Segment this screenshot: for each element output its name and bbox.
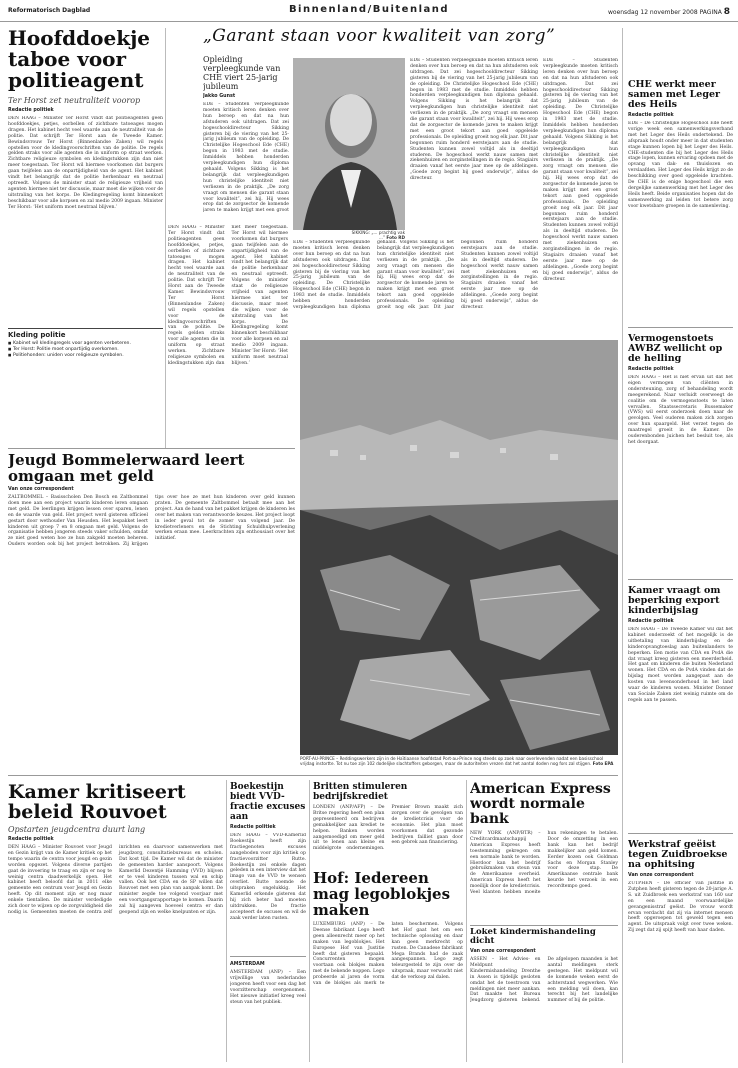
- article-hoofddoekje: [8, 28, 163, 446]
- subtitle: Ter Horst zet neutraliteit voorop: [8, 96, 141, 105]
- byline: Redactie politiek: [628, 619, 674, 624]
- byline: Van onze correspondent: [628, 873, 694, 878]
- byline: Redactie politiek: [230, 825, 276, 830]
- publication-name: Reformatorisch Dagblad: [8, 7, 91, 14]
- article-body-continued: EDE – Studenten verpleegkunde moeten kritisch leren denken over hun beroep en dat na hun afstuderen ook uitdragen. Dat zei hogeschooldirecteur Sikking gisteren bij de viering van het 25-jarig jubileum van de opleiding. De Christelijke Hogeschool Ede (CHE) begon in 1983 met de studie. Inmiddels hebben honderden verpleegkundigen hun diploma gehaald. Volgens Sikking is het belangrijk dat verpleegkundigen hun christelijke identiteit niet verliezen in de praktijk. „De zorg vraagt om mensen die garant staan voor kwaliteit”, zei hij. Hij wees erop dat de zorgsector de komende jaren te maken krijgt met een groot tekort aan goed opgeleide professionals. De opleiding groeit nog elk jaar. Dit jaar begonnen ruim honderd eerstejaars aan de studie. Studenten kunnen zowel voltijd als in deeltijd studeren. De hogeschool werkt nauw samen met ziekenhuizen en zorginstellingen in de regio. Stagiairs draaien vanaf het eerste jaar mee op de afdelingen. „Goede zorg begint bij goed onderwijs”, aldus de directeur.: [410, 58, 538, 182]
- article-amex: [470, 782, 618, 922]
- haiti-photo: [300, 340, 618, 755]
- photo-caption: PORT-AU-PRINCE – Reddingswerkers zijn in de Haïtiaanse hoofdstad Port-au-Prince nog steeds op zoek naar overlevenden nadat een basisschool vrijdag instortte. Tot nu toe zijn 102 dodelijke slachtoffers geborgen, maar de autoriteiten vrezen dat het aantal doden nog fors zal stijgen. Foto EPA: [300, 756, 614, 767]
- brief-box: [230, 956, 306, 1005]
- article-body-continued: EDE – Studenten verpleegkunde moeten kritisch leren denken over hun beroep en dat na hun afstuderen ook uitdragen. Dat zei hogeschooldirecteur Sikking gisteren bij de viering van het 25-jarig jubileum van de opleiding. De Christelijke Hogeschool Ede (CHE) begon in 1983 met de studie. Inmiddels hebben honderden verpleegkundigen hun diploma gehaald. Volgens Sikking is het belangrijk dat verpleegkundigen hun christelijke identiteit niet verliezen in de praktijk. „De zorg vraagt om mensen die garant staan voor kwaliteit”, zei hij. Hij wees erop dat de zorgsector de komende jaren te maken krijgt met een groot tekort aan goed opgeleide professionals. De opleiding groeit nog elk jaar. Dit jaar begonnen ruim honderd eerstejaars aan de studie. Studenten kunnen zowel voltijd als in deeltijd studeren. De hogeschool werkt nauw samen met ziekenhuizen en zorginstellingen in de regio. Stagiairs draaien vanaf het eerste jaar mee op de afdelingen. „Goede zorg begint bij goed onderwijs”, aldus de directeur.: [543, 58, 618, 282]
- headline[interactable]: American Express wordt normale bank: [470, 782, 611, 827]
- disaster-photo: [300, 340, 618, 755]
- article-hoofddoekje-cont: [168, 225, 288, 443]
- byline: Redactie politiek: [8, 108, 54, 113]
- portrait-photo: [293, 58, 405, 230]
- jubileum-cols-top: [410, 58, 538, 243]
- article-body: DEN HAAG – Minister Ter Horst vindt dat politieagenten geen hoofddoekjes, petjes, oorbellen of zichtbare tatoeages mogen dragen. Het kabinet hecht veel waarde aan de neutraliteit van de politie. Dat schrijft Ter Horst aan de Tweede Kamer. Bewindsvrouw Ter Horst (Binnenlandse Zaken) wil regels opstellen voor de kledingvoorschriften van de politie. De regels gelden straks voor alle agenten die in uniform op straat werken. Zichtbare religieuze symbolen en kledingstukken zijn dan niet meer toegestaan. Ter Horst wil hiermee voorkomen dat burgers gaan twijfelen aan de onpartijdigheid van de agent. Het kabinet vindt het belangrijk dat de politie herkenbaar en neutraal optreedt. Volgens de minister staat de religieuze vrijheid van agenten hiermee niet ter discussie, maar moet die wijken voor de uitstraling van het korps. De Kledingregeling komt binnenkort beschikbaar voor alle korpsen en zal medio 2009 ingaan. Minister Ter Horst: ‘Het uniform moet neutraal blijven.’: [8, 116, 163, 210]
- photo-caption: SIKKING: „... prachtig vak ...” Foto RD: [351, 230, 405, 240]
- headline[interactable]: „Garant staan voor kwaliteit van zorg”: [203, 28, 556, 46]
- article-body: LUXEMBURG (ANP) – De Deense fabrikant Lego heeft geen alleenrecht meer op het maken van legoblokjes. Het Europese Hof van Justitie heeft dat gisteren bepaald. Concurrenten mogen voortaan ook blokjes maken met de bekende noppen. Lego probeerde al jaren de vorm van de blokjes als merk te laten beschermen. Volgens het Hof gaat het om een technische oplossing en daar kan geen merkrecht op rusten. De Canadese fabrikant Mega Brands had de zaak aangespannen. Lego zegt teleurgesteld te zijn over de uitspraak, maar verwacht niet dat de verkoop zal dalen.: [313, 922, 463, 987]
- jubileum-headline-block: [203, 28, 733, 56]
- brief-body: AMSTERDAM (ANP) – Een vrijwillige van nederlandse jongeren heeft voor een dag het voorzitterschap overgenomen. Het nieuwe initiatief kreeg veel steun van het publiek.: [230, 970, 306, 1005]
- section-title: Binnenland/Buitenland: [288, 4, 450, 15]
- article-body: EDE – De Christelijke Hogeschool Ede heeft vorige week een samenwerkingsverband met het Leger des Heils ondertekend. De afspraak houdt onder meer in dat studenten stage kunnen lopen bij het Leger des Heils. CHE-studenten die bij het Leger des Heils stage lopen, kunnen ervaring opdoen met de opvang van dak- en thuislozen en verslaafden. Het Leger des Heils krijgt zo de beschikking over goed opgeleide krachten. De CHE is de enige hogeschool die een dergelijke samenwerking met het Leger des Heils heeft. Beide organisaties hopen dat de samenwerking zal leiden tot betere zorg voor kwetsbare groepen in de samenleving.: [628, 121, 733, 209]
- article-body: EDE – Studenten verpleegkunde moeten kritisch leren denken over hun beroep en dat na hun afstuderen ook uitdragen. Dat zei hogeschooldirecteur Sikking gisteren bij de viering van het 25-jarig jubileum van de opleiding. De Christelijke Hogeschool Ede (CHE) begon in 1983 met de studie. Inmiddels hebben honderden verpleegkundigen hun diploma gehaald. Volgens Sikking is het belangrijk dat verpleegkundigen hun christelijke identiteit niet verliezen in de praktijk. „De zorg vraagt om mensen die garant staan voor kwaliteit”, zei hij. Hij wees erop dat de zorgsector de komende jaren te maken krijgt met een groot: [203, 102, 289, 212]
- article-body: ZALTBOMMEL – Basisscholen Den Bosch en Zaltbommel doen mee aan een project waarin kinderen leren omgaan met geld. De leerlingen krijgen lessen over sparen, lenen en de waarde van geld. Het project werd gisteren officieel gestart door wethouder Van Heusden. Het lespakket leert kinderen uit groep 7 en 8 omgaan met geld. Volgens de organisatie hebben jongeren steeds vaker schulden, omdat ze niet goed weten hoe ze hun zakgeld moeten beheren. Ouders worden ook bij het project betrokken. Zij krijgen tips over hoe ze met hun kinderen over geld kunnen praten. De gemeente Zaltbommel betaalt mee aan het project. Aan de hand van het pakket krijgen de kinderen les over het maken van verantwoorde keuzes. Het project loopt in ieder geval tot de zomer van volgend jaar. De kredietverleners en de Stichting Schuldhulpverlening werken eraan mee. Leerkrachten zijn enthousiast over het initiatief.: [8, 495, 295, 548]
- article-body: ZUTPHEN – De officier van justitie in Zutphen heeft gisteren tegen de 20-jarige A. S. uit Zuidbroek een werkstraf van 160 uur en een maand voorwaardelijke gevangenisstraf geëist. De vrouw wordt ervan verdacht dat zij via internet mensen heeft opgeroepen tot geweld tegen een agent. De uitspraak volgt over twee weken. Zij zegt dat zij spijt heeft van haar daden.: [628, 881, 733, 934]
- jubileum-intro: [203, 55, 289, 225]
- list-item: ■ Kabinet wil kledingregels voor agenten verbeteren.: [8, 341, 163, 347]
- article-vvd: [230, 782, 306, 1062]
- headline-zutphen[interactable]: Werkstraf geëist tegen Zuidbroekse na ophitsing: [628, 839, 728, 870]
- article-body: DEN HAAG – VVD-Kamerlid Boekestijn heeft zijn fractiegenoten excuses aangeboden voor zijn kritiek op fractievoorzitter Rutte. Boekestijn zei enkele dagen geleden in een interview dat het imago van de VVD te wensen overliet. Rutte noemde de uitspraken ongelukkig. Het Kamerlid erkende gisteren dat hij zich beter had moeten uitdrukken. De fractie accepteert de excuses en wil de zaak verder laten rusten.: [230, 833, 306, 921]
- article-loket: [470, 928, 618, 1062]
- sikking-photo: [293, 58, 405, 230]
- list-item: ■ Politiehonden: uniden voor religieuze symbolen.: [8, 353, 163, 359]
- kleding-box: [8, 328, 163, 358]
- right-column: [628, 80, 733, 1060]
- byline: Van onze correspondent: [8, 487, 74, 492]
- subtitle: Opstarten jeugdcentra duurt lang: [8, 825, 146, 834]
- article-body: NEW YORK (ANP/BTR) – Creditcardmaatschappij American Express heeft toestemming gekregen om een normale bank te worden. Hierdoor kan het bedrijf gebruikmaken van steun van de Amerikaanse overheid. American Express heeft het moeilijk door de kredietcrisis. Veel klanten hebben moeite hun rekeningen te betalen. Door de omzetting in een bank kan het bedrijf makkelijker aan geld komen. Eerder kozen ook Goldman Sachs en Morgan Stanley voor deze stap. De Amerikaanse centrale bank keurde het verzoek in een recordtempo goed.: [470, 831, 618, 896]
- headline-che[interactable]: CHE werkt meer samen met Leger des Heils: [628, 80, 721, 110]
- article-body: DEN HAAG – De Tweede Kamer wil dat het kabinet onderzoekt of het mogelijk is de uitbetaling van kinderbijslag en de kinderopvangtoeslag aan buitenlanders te beperken. Een motie van CDA en PvdA die dat vraagt kreeg gisteren een meerderheid. Het gaat om kinderen die buiten Nederland wonen. Het CDA en de PvdA vinden dat de bijslag moet worden aangepast aan de kosten van levensonderhoud in het land waar de kinderen wonen. Minister Donner van Sociale Zaken ziet weinig ruimte om de regels aan te passen.: [628, 627, 733, 703]
- headline-awbz[interactable]: Vermogenstoets AWBZ wellicht op de helling: [628, 333, 723, 364]
- byline: Redactie politiek: [628, 113, 674, 118]
- article-britten: [313, 782, 463, 867]
- article-bommelerwaard: [8, 452, 295, 774]
- jubileum-col-5: [543, 58, 618, 338]
- article-body: DEN HAAG – Minister Rouvoet voor Jeugd en Gezin krijgt van de Kamer kritiek op het tempo waarin de centra voor jeugd en gezin worden opgezet. Volgens diverse partijen gaat de invoering te traag en zijn er nog te weinig centra daadwerkelijk open. Het kabinet heeft beloofd dat in 2011 elke gemeente een centrum voor Jeugd en Gezin heeft. Op dit moment zijn er nog maar enkele tientallen. De minister verdedigde zich door te wijzen op de zorgvuldigheid die nodig is. Gemeenten moeten de centra zelf inrichten en daarvoor samenwerken met jeugdzorg, consultatiebureaus en scholen. Dat kost tijd. De Kamer wil dat de minister de gemeenten harder aanspoort. Volgens Kamerlid Dezentjé Hamming (VVD) blijven er te veel kinderen tussen wal en schip vallen. Ook het CDA en de SP willen dat Rouvoet met een plan van aanpak komt. De minister zegde toe volgend voorjaar met een voortgangsrapportage te komen. Daarin zal hij aangeven hoeveel centra er dan geopend zijn en welke knelpunten er zijn.: [8, 845, 223, 915]
- byline: Jakko Gunst: [203, 94, 236, 99]
- article-body: ASSEN – Het Advies- en Meldpunt Kindermishandeling Drenthe in Assen is tijdelijk gesloten omdat het de toestroom van meldingen niet meer aankan. Dat maakte het Bureau Jeugdzorg gisteren bekend. De afgelopen maanden is het aantal meldingen sterk gestegen. Het meldpunt wil de komende weken eerst de achterstand wegwerken. Wie een melding wil doen, kan terecht bij het landelijke nummer of bij de politie.: [470, 957, 618, 1004]
- headline[interactable]: Jeugd Bommelerwaard leert omgaan met geld: [8, 452, 245, 485]
- byline: Van onze correspondent: [470, 949, 536, 954]
- headline[interactable]: Hoofddoekje taboe voor politieagent: [8, 28, 151, 92]
- headline[interactable]: Loket kindermishandeling dicht: [470, 928, 596, 946]
- article-lego: [313, 870, 463, 1062]
- article-body: LONDEN (ANP/AFP) – De Britse regering heeft een plan gepresenteerd om bedrijven gemakkelijker aan krediet te helpen. Banken worden aangemoedigd om meer geld uit te lenen aan kleine en middelgrote ondernemingen. Premier Brown maakt zich zorgen over de gevolgen van de kredietcrisis voor de economie. Het plan moet voorkomen dat gezonde bedrijven failliet gaan door een gebrek aan financiering.: [313, 805, 463, 852]
- lead: Opleiding verpleegkunde van CHE viert 25-jarig jubileum: [203, 55, 281, 91]
- list-item: ■ Ter Horst: Politie moet onpartijdig overkomen.: [8, 347, 163, 353]
- headline-kinderbijslag[interactable]: Kamer vraagt om beperking export kinderbijslag: [628, 585, 721, 616]
- headline[interactable]: Britten stimuleren bedrijfskrediet: [313, 782, 408, 802]
- headline[interactable]: Hof: Iedereen mag legoblokjes maken: [313, 870, 451, 919]
- brief-title: AMSTERDAM: [230, 962, 265, 967]
- page-date: woensdag 12 november 2008 PAGINA 8: [607, 7, 730, 17]
- article-body-continued: DEN HAAG – Minister Ter Horst vindt dat politieagenten geen hoofddoekjes, petjes, oorbellen of zichtbare tatoeages mogen dragen. Het kabinet hecht veel waarde aan de neutraliteit van de politie. Dat schrijft Ter Horst aan de Tweede Kamer. Bewindsvrouw Ter Horst (Binnenlandse Zaken) wil regels opstellen voor de kledingvoorschriften van de politie. De regels gelden straks voor alle agenten die in uniform op straat werken. Zichtbare religieuze symbolen en kledingstukken zijn dan niet meer toegestaan. Ter Horst wil hiermee voorkomen dat burgers gaan twijfelen aan de onpartijdigheid van de agent. Het kabinet vindt het belangrijk dat de politie herkenbaar en neutraal optreedt. Volgens de minister staat de religieuze vrijheid van agenten hiermee niet ter discussie, maar moet die wijken voor de uitstraling van het korps. De Kledingregeling komt binnenkort beschikbaar voor alle korpsen en zal medio 2009 ingaan. Minister Ter Horst: ‘Het uniform moet neutraal blijven.’: [168, 225, 288, 366]
- headline[interactable]: Boekestijn biedt VVD-fractie excuses aan: [230, 782, 306, 822]
- kleding-title: Kleding politie: [8, 331, 66, 339]
- byline: Redactie politiek: [8, 837, 54, 842]
- article-body-continued: EDE – Studenten verpleegkunde moeten kritisch leren denken over hun beroep en dat na hun afstuderen ook uitdragen. Dat zei hogeschooldirecteur Sikking gisteren bij de viering van het 25-jarig jubileum van de opleiding. De Christelijke Hogeschool Ede (CHE) begon in 1983 met de studie. Inmiddels hebben honderden verpleegkundigen hun diploma gehaald. Volgens Sikking is het belangrijk dat verpleegkundigen hun christelijke identiteit niet verliezen in de praktijk. „De zorg vraagt om mensen die garant staan voor kwaliteit”, zei hij. Hij wees erop dat de zorgsector de komende jaren te maken krijgt met een groot tekort aan goed opgeleide professionals. De opleiding groeit nog elk jaar. Dit jaar begonnen ruim honderd eerstejaars aan de studie. Studenten kunnen zowel voltijd als in deeltijd studeren. De hogeschool werkt nauw samen met ziekenhuizen en zorginstellingen in de regio. Stagiairs draaien vanaf het eerste jaar mee op de afdelingen. „Goede zorg begint bij goed onderwijs”, aldus de directeur.: [293, 240, 538, 310]
- jubileum-cols-bottom: [293, 240, 538, 335]
- article-rouvoet: [8, 782, 223, 1062]
- headline[interactable]: Kamer kritiseert beleid Rouvoet: [8, 782, 186, 823]
- article-body: DEN HAAG – Het is niet ervan uit dat het eigen vermogen van cliënten in ondersteuning, zorg of behandeling wordt meegerekend. Naar verluidt overweegt de coalitie om de vermogenstoets te laten vervallen. Staatssecretaris Bussemaker (VWS) wil eerst onderzoek doen naar de gevolgen. Veel ouderen maken zich zorgen over hun spaargeld. Het verzet tegen de maatregel groeit in de Kamer. De ouderenbonden juichen het besluit toe, als het doorgaat.: [628, 375, 733, 445]
- byline: Redactie politiek: [628, 367, 674, 372]
- page-header: [0, 0, 738, 22]
